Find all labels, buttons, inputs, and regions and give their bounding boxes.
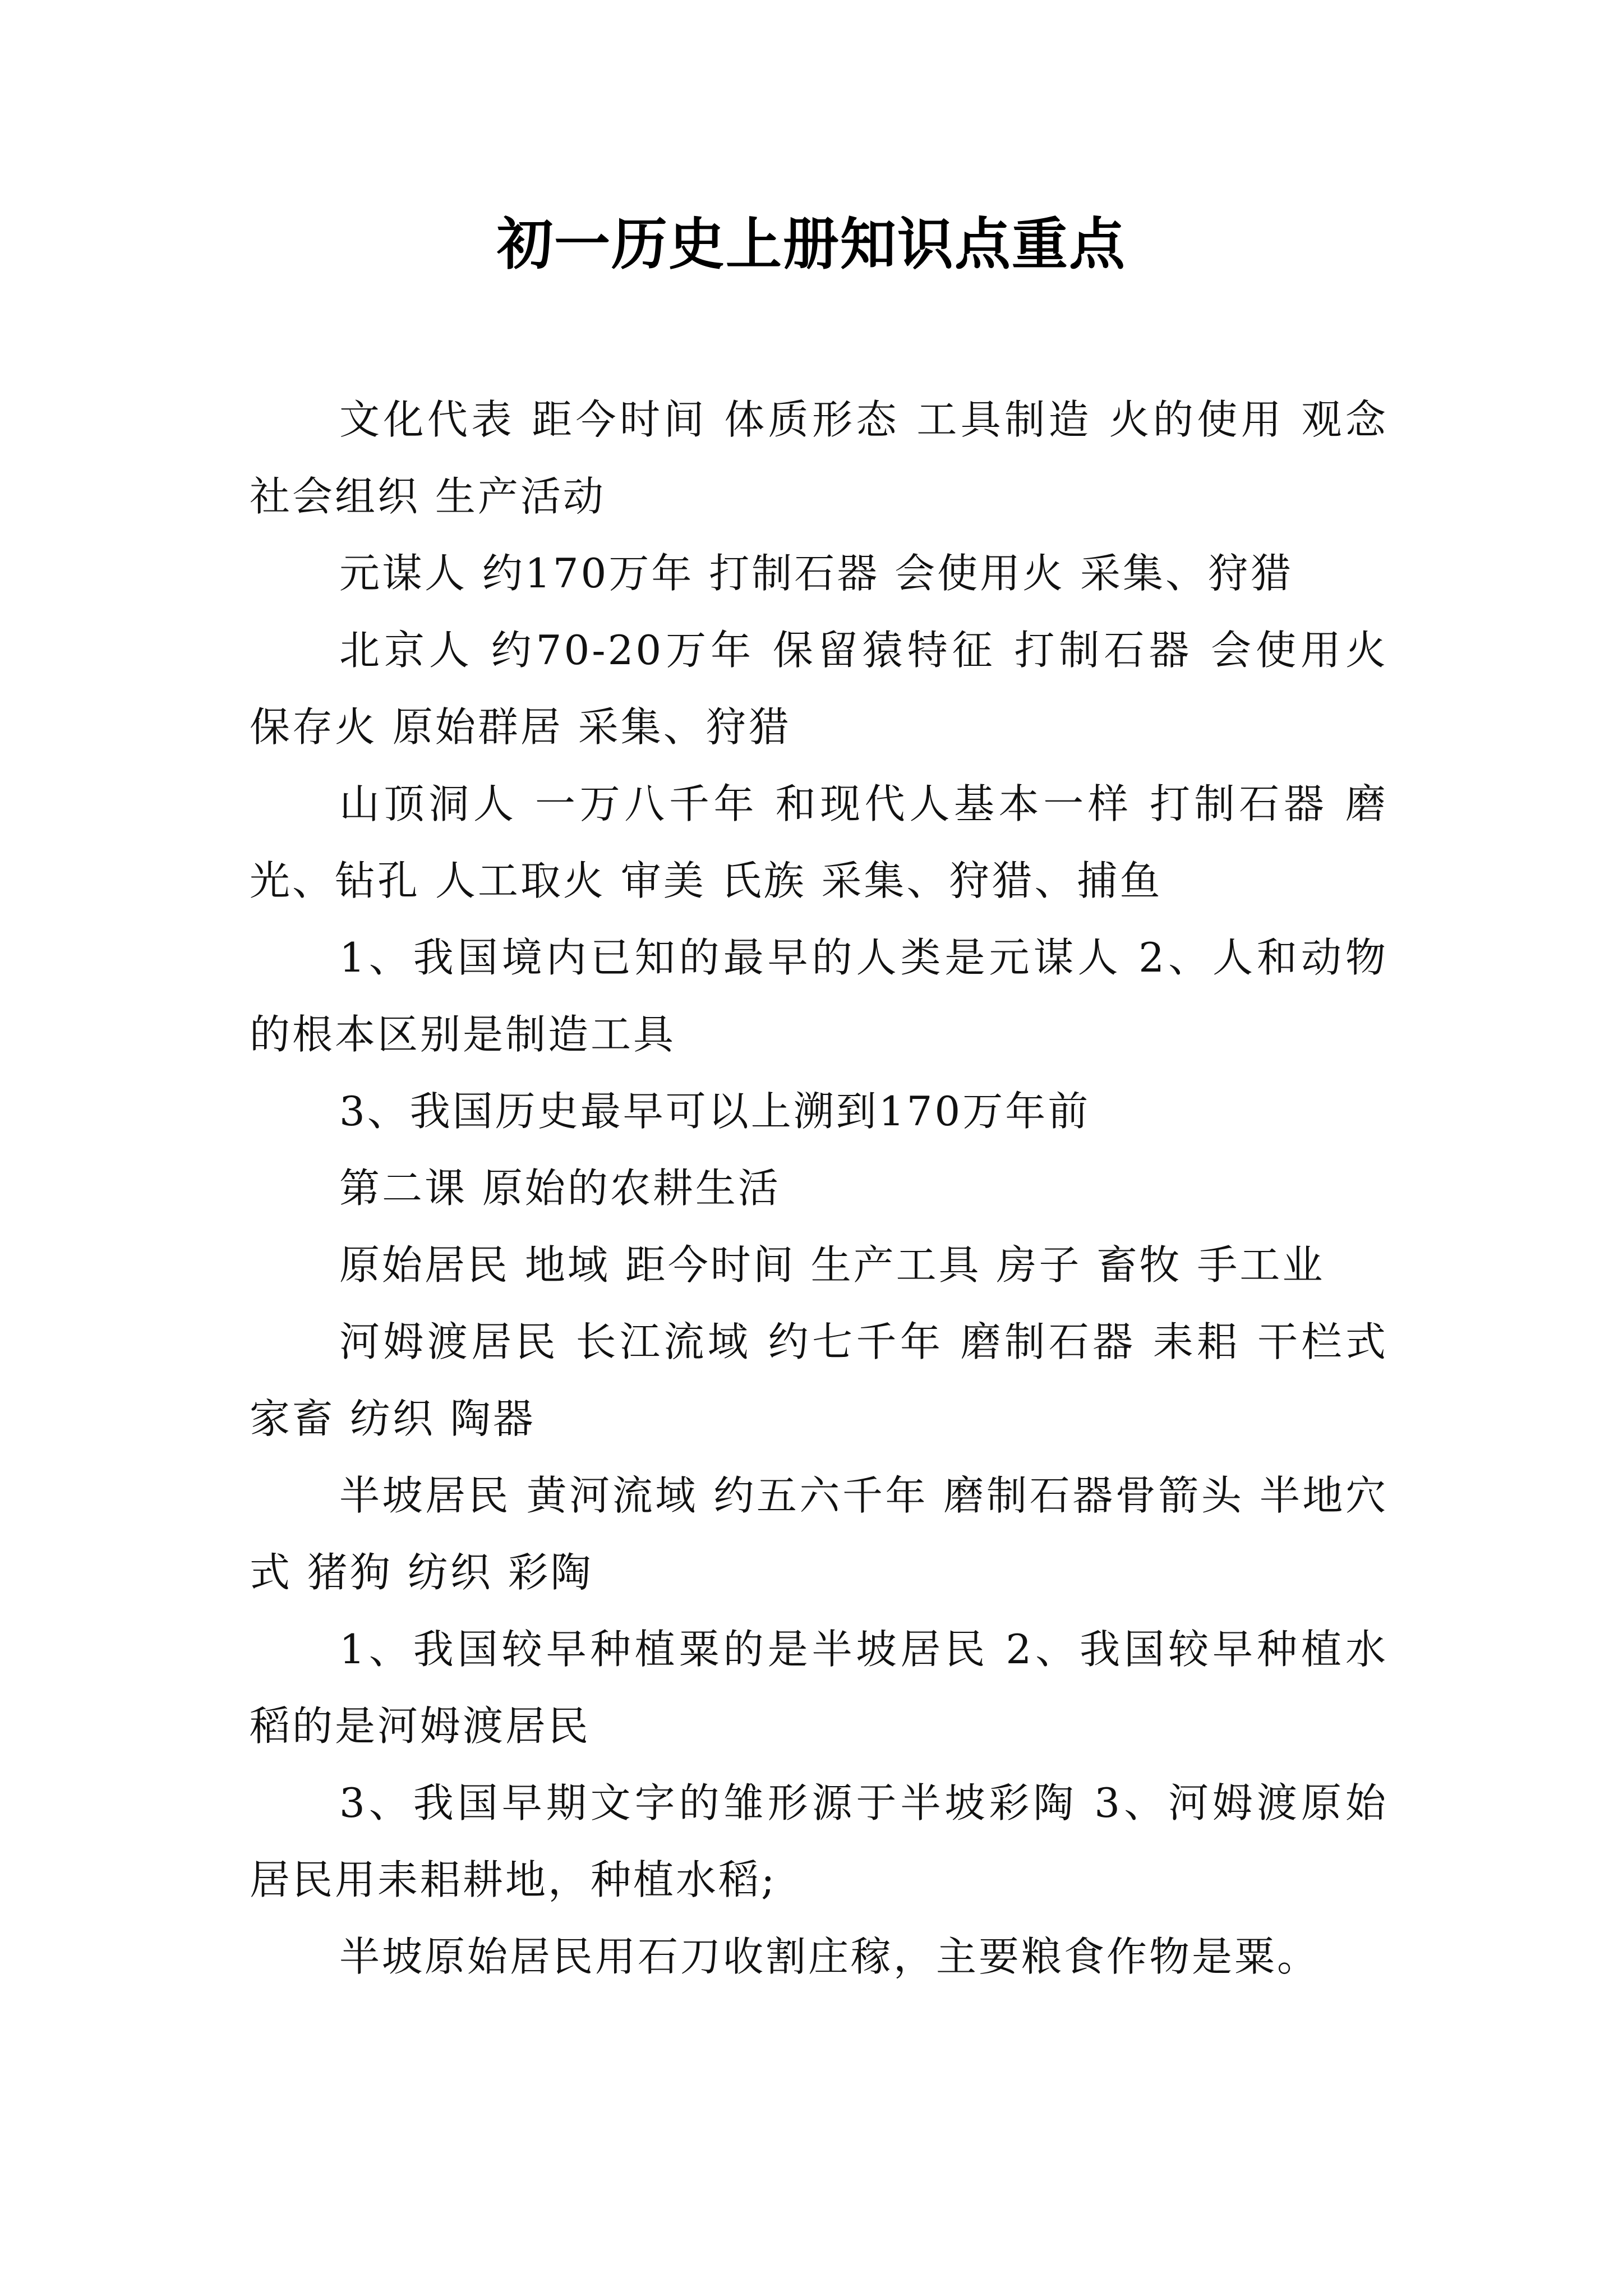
paragraph-lesson-two-heading: 第二课 原始的农耕生活 xyxy=(339,1165,781,1212)
paragraph-peking-man: 北京人 约70-20万年 保留猿特征 打制石器 会使用火 保存火 原始群居 采集、狩猎 xyxy=(250,627,1388,751)
paragraph-hemudu-residents: 河姆渡居民 长江流域 约七千年 磨制石器 耒耜 干栏式 家畜 纺织 陶器 xyxy=(250,1318,1388,1442)
paragraph-crops-points-1-2: 1、我国较早种植粟的是半坡居民 2、我国较早种植水稻的是河姆渡居民 xyxy=(250,1626,1388,1750)
paragraph-yuanmou-man: 元谋人 约170万年 打制石器 会使用火 采集、狩猎 xyxy=(339,550,1293,597)
paragraph-upper-cave-man: 山顶洞人 一万八千年 和现代人基本一样 打制石器 磨光、钻孔 人工取火 审美 氏族 采集、狩猎、捕鱼 xyxy=(250,780,1388,904)
paragraph-key-points-1-2: 1、我国境内已知的最早的人类是元谋人 2、人和动物的根本区别是制造工具 xyxy=(250,934,1388,1058)
paragraph-banpo-harvest: 半坡原始居民用石刀收割庄稼，主要粮食作物是粟。 xyxy=(339,1933,1320,1980)
paragraph-banpo-residents: 半坡居民 黄河流域 约五六千年 磨制石器骨箭头 半地穴式 猪狗 纺织 彩陶 xyxy=(250,1472,1388,1596)
paragraph-key-point-3: 3、我国历史最早可以上溯到170万年前 xyxy=(339,1088,1091,1135)
paragraph-residents-table-header: 原始居民 地域 距今时间 生产工具 房子 畜牧 手工业 xyxy=(339,1241,1325,1289)
document-body xyxy=(250,381,1388,1995)
paragraph-writing-farming-points: 3、我国早期文字的雏形源于半坡彩陶 3、河姆渡原始居民用耒耜耕地，种植水稻; xyxy=(250,1779,1388,1903)
document-title: 初一历史上册知识点重点 xyxy=(497,211,1126,277)
paragraph-culture-table-header: 文化代表 距今时间 体质形态 工具制造 火的使用 观念 社会组织 生产活动 xyxy=(250,396,1388,520)
